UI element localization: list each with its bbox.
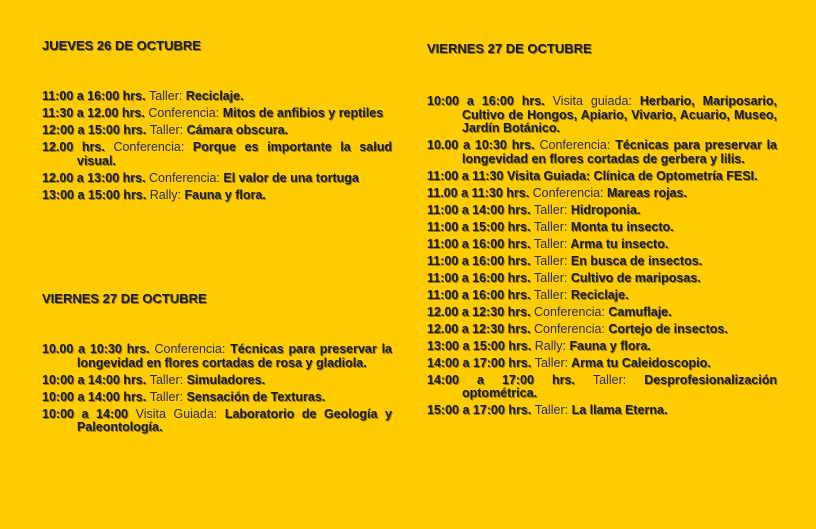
schedule-entry (427, 238, 777, 252)
entry-time: 11:00 a 15:00 hrs. (427, 219, 531, 234)
entry-type: Taller: (592, 372, 627, 387)
entry-time: 10:00 a 16:00 hrs. (427, 94, 545, 108)
entry-desc: Fauna y flora. (184, 187, 266, 202)
entry-type: Conferencia: (539, 138, 611, 152)
schedule-entry (42, 189, 392, 203)
schedule-entry (42, 141, 392, 168)
entry-time: 10.00 a 10:30 hrs. (42, 342, 150, 356)
entry-desc: Técnicas para preservar la longevidad en flores cortadas de gerbera y lilis. (462, 138, 777, 166)
entry-desc: Sensación de Texturas. (186, 389, 326, 404)
schedule-entry (427, 340, 777, 354)
entry-type: Conferencia: (532, 185, 604, 200)
entry-type: Rally: (149, 187, 181, 202)
entry-time: 11:00 a 16:00 hrs. (42, 89, 146, 103)
schedule-entry (42, 172, 392, 186)
entry-time: 11:30 a 12.00 hrs. (42, 106, 145, 120)
thursday-schedule (42, 90, 392, 206)
entry-type: Conferencia: (148, 106, 220, 120)
entry-time: 11:00 a 14:00 hrs. (427, 202, 531, 217)
entry-type: Taller: (534, 236, 568, 251)
entry-time: 13:00 a 15:00 hrs. (427, 338, 532, 353)
entry-type: Conferencia: (534, 304, 605, 319)
entry-desc: Monta tu insecto. (570, 219, 674, 234)
day-heading-thursday: JUEVES 26 DE OCTUBRE (42, 38, 201, 53)
entry-desc: Camuflaje. (608, 304, 672, 319)
entry-desc: Cámara obscura. (186, 123, 288, 137)
entry-desc: Reciclaje. (185, 89, 244, 103)
entry-desc: Arma tu Caleidoscopio. (571, 355, 711, 370)
entry-time: 14:00 a 17:00 hrs. (427, 355, 532, 370)
schedule-entry (42, 90, 392, 104)
schedule-entry (427, 204, 777, 218)
entry-time: 12:00 a 15:00 hrs. (42, 123, 147, 137)
entry-time: 10.00 a 10:30 hrs. (427, 138, 535, 152)
schedule-entry (427, 255, 777, 269)
schedule-entry (427, 306, 777, 320)
entry-type: Taller: (534, 202, 568, 217)
entry-desc: En busca de insectos. (570, 253, 703, 268)
entry-desc: Simuladores. (186, 372, 266, 387)
entry-desc: Mareas rojas. (607, 185, 687, 200)
entry-desc: Visita Guiada: Clínica de Optometría FESI. (506, 168, 758, 183)
entry-type: Taller: (534, 219, 568, 234)
entry-time: 11.00 a 11:30 hrs. (427, 185, 530, 200)
entry-desc: Técnicas para preservar la longevidad en flores cortadas de rosa y gladiola. (77, 342, 392, 370)
schedule-entry (427, 323, 777, 337)
entry-type: Conferencia: (113, 140, 185, 154)
friday-schedule-left (42, 343, 392, 438)
entry-desc: Cortejo de insectos. (608, 321, 728, 336)
entry-type: Taller: (534, 403, 569, 417)
schedule-entry (427, 170, 777, 184)
entry-desc: Mitos de anfibios y reptiles (222, 106, 384, 120)
entry-type: Taller: (534, 287, 568, 302)
schedule-entry (427, 221, 777, 235)
entry-time: 11:00 a 11:30 (427, 168, 504, 183)
entry-type: Taller: (149, 123, 184, 137)
entry-desc: Porque es importante la salud visual. (77, 140, 392, 168)
entry-time: 12.00 a 12:30 hrs. (427, 321, 531, 336)
schedule-entry (427, 374, 777, 401)
day-heading-friday-left: VIERNES 27 DE OCTUBRE (42, 291, 207, 306)
entry-time: 10:00 a 14:00 hrs. (42, 389, 147, 404)
schedule-entry (427, 404, 777, 418)
friday-schedule-right (427, 95, 777, 421)
entry-type: Taller: (534, 355, 569, 370)
schedule-entry (427, 289, 777, 303)
entry-time: 14:00 a 17:00 hrs. (427, 372, 575, 387)
entry-type: Taller: (149, 89, 183, 103)
entry-type: Taller: (534, 270, 568, 285)
schedule-entry (42, 124, 392, 138)
entry-time: 12.00 a 13:00 hrs. (42, 170, 146, 185)
schedule-entry (42, 391, 392, 405)
schedule-entry (427, 357, 777, 371)
entry-type: Visita guiada: (552, 94, 632, 108)
schedule-entry (42, 107, 392, 121)
schedule-entry (427, 139, 777, 166)
entry-type: Taller: (149, 389, 184, 404)
schedule-entry (42, 374, 392, 388)
entry-desc: La llama Eterna. (571, 403, 668, 417)
entry-type: Conferencia: (534, 321, 605, 336)
schedule-entry (427, 272, 777, 286)
entry-desc: El valor de una tortuga (223, 170, 359, 185)
entry-time: 10:00 a 14:00 (42, 406, 129, 421)
entry-type: Rally: (534, 338, 566, 353)
schedule-entry (427, 187, 777, 201)
entry-time: 10:00 a 14:00 hrs. (42, 372, 147, 387)
entry-time: 12.00 a 12:30 hrs. (427, 304, 531, 319)
entry-time: 11:00 a 16:00 hrs. (427, 270, 531, 285)
entry-type: Conferencia: (149, 170, 220, 185)
entry-type: Conferencia: (154, 342, 226, 356)
entry-time: 11:00 a 16:00 hrs. (427, 287, 531, 302)
schedule-entry (42, 343, 392, 370)
entry-desc: Reciclaje. (570, 287, 629, 302)
entry-desc: Hidroponia. (570, 202, 641, 217)
entry-time: 13:00 a 15:00 hrs. (42, 187, 147, 202)
entry-time: 11:00 a 16:00 hrs. (427, 253, 531, 268)
entry-desc: Laboratorio de Geología y Paleontología. (77, 406, 392, 434)
entry-time: 11:00 a 16:00 hrs. (427, 236, 531, 251)
day-heading-friday-right: VIERNES 27 DE OCTUBRE (427, 41, 592, 56)
entry-type: Taller: (534, 253, 568, 268)
schedule-entry (427, 95, 777, 136)
entry-type: Visita Guiada: (135, 406, 218, 421)
entry-desc: Arma tu insecto. (570, 236, 669, 251)
entry-desc: Herbario, Mariposario, Cultivo de Hongos, Apiario, Vivario, Acuario, Museo, Jardín Botánico. (462, 94, 777, 135)
entry-time: 12.00 hrs. (42, 140, 105, 154)
schedule-entry (42, 408, 392, 435)
entry-desc: Desprofesionalización optométrica. (462, 372, 777, 400)
entry-desc: Cultivo de mariposas. (570, 270, 701, 285)
entry-time: 15:00 a 17:00 hrs. (427, 403, 532, 417)
entry-desc: Fauna y flora. (569, 338, 651, 353)
entry-type: Taller: (149, 372, 184, 387)
